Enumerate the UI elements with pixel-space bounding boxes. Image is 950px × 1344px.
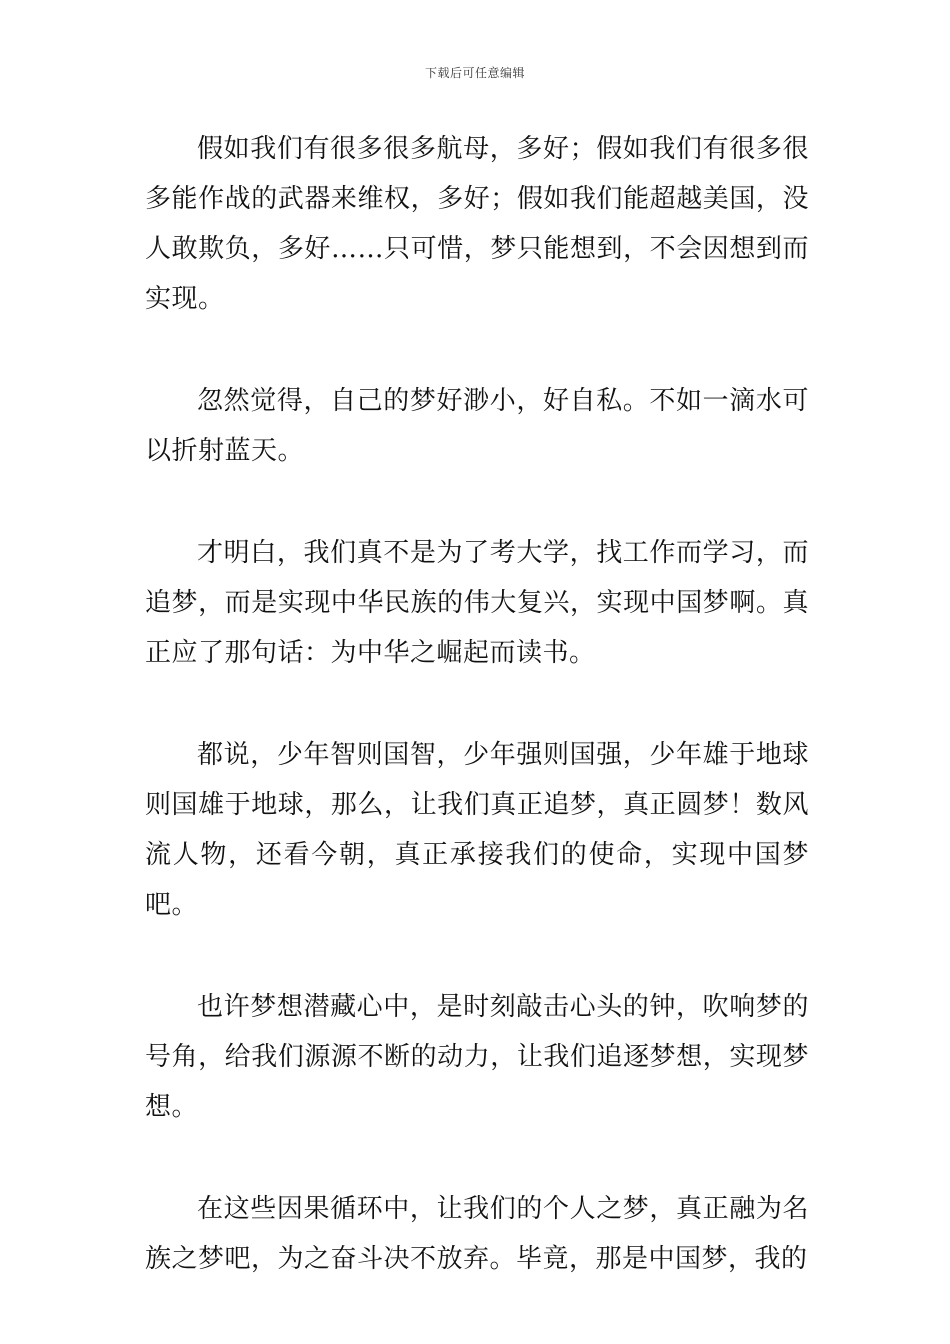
- paragraph: 都说，少年智则国智，少年强则国强，少年雄于地球则国雄于地球，那么，让我们真正追梦，真正圆梦！数风流人物，还看今朝，真正承接我们的使命，实现中国梦吧。: [145, 740, 809, 920]
- paragraph: 在这些因果循环中，让我们的个人之梦，真正融为名族之梦吧，为之奋斗决不放弃。毕竟，那是中国梦，我的: [145, 1194, 809, 1274]
- page-header-note: 下载后可任意编辑: [424, 66, 525, 80]
- paragraph: 才明白，我们真不是为了考大学，找工作而学习，而追梦，而是实现中华民族的伟大复兴，实现中国梦啊。真正应了那句话：为中华之崛起而读书。: [145, 538, 809, 668]
- document-body: [145, 124, 809, 1336]
- paragraph: 也许梦想潜藏心中，是时刻敲击心头的钟，吹响梦的号角，给我们源源不断的动力，让我们追逐梦想，实现梦想。: [145, 992, 809, 1122]
- paragraph: 忽然觉得，自己的梦好渺小，好自私。不如一滴水可以折射蓝天。: [145, 386, 809, 466]
- paragraph: 假如我们有很多很多航母，多好；假如我们有很多很多能作战的武器来维权，多好；假如我们能超越美国，没人敢欺负，多好……只可惜，梦只能想到，不会因想到而实现。: [145, 134, 809, 314]
